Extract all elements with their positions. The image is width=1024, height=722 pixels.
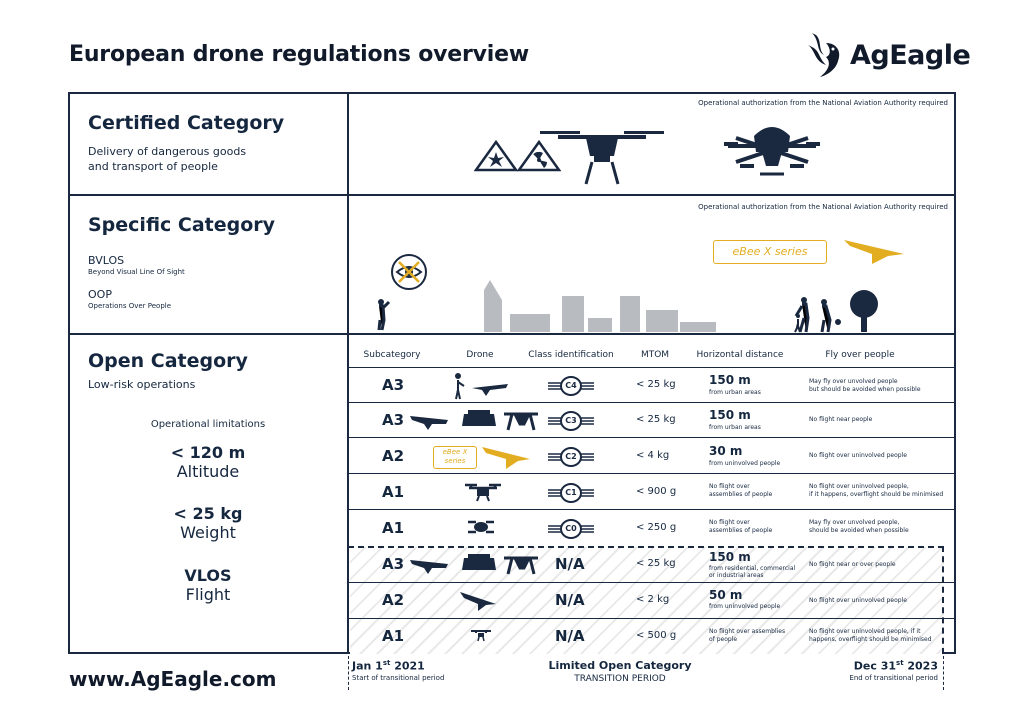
row5-subcategory: A1 (382, 519, 405, 537)
row8-mtom: < 500 g (636, 630, 677, 641)
row8-distance-note-2: of people (709, 636, 738, 643)
column-header-fly-over: Fly over people (825, 350, 895, 360)
bvlos-full: Beyond Visual Line Of Sight (88, 268, 185, 276)
row5-fly-1: May fly over unvolved people, (809, 519, 900, 526)
column-header-mtom: MTOM (640, 350, 670, 360)
row7-fly-1: No flight over uninvolved people (809, 597, 907, 604)
row2-class: C3 (565, 416, 577, 425)
row7-class: N/A (555, 591, 585, 609)
row5-fly-2: should be avoided when possible (809, 527, 909, 534)
fixed-wing-drone-icon (842, 236, 906, 266)
row4-distance-note-1: No flight over (709, 483, 750, 490)
row2-distance: 150 m (709, 408, 751, 422)
row1-subcategory: A3 (382, 376, 405, 394)
timeline-title: Limited Open Category (548, 659, 692, 672)
row-separator (348, 582, 954, 583)
bvlos-label: BVLOS (88, 254, 125, 267)
altitude-label: Altitude (176, 462, 240, 481)
row8-fly-1: No flight over uninvolved people, if it (809, 628, 921, 635)
drone-group-icon (408, 408, 542, 432)
row-separator (348, 618, 954, 619)
column-header-class: Class identification (528, 350, 614, 360)
row7-subcategory: A2 (382, 591, 405, 609)
row3-distance-note: from uninvolved people (709, 460, 781, 467)
timeline-start-date: Jan 1st 2021 (352, 659, 425, 673)
row1-fly-2: but should be avoided when possible (809, 386, 921, 393)
ebee-series-badge: eBee X series (433, 446, 477, 469)
website-link[interactable]: www.AgEagle.com (69, 667, 277, 691)
specific-authorization-note: Operational authorization from the National Aviation Authority required (698, 203, 948, 211)
brand-logo (806, 30, 970, 80)
open-title: Open Category (88, 350, 248, 372)
brand-name: AgEagle (850, 39, 971, 71)
row7-distance-note: from uninvolved people (709, 603, 781, 610)
row7-distance: 50 m (709, 588, 743, 602)
limitations-label: Operational limitations (150, 419, 266, 430)
row3-class: C2 (565, 452, 577, 461)
row6-fly-1: No flight near or over people (809, 561, 896, 568)
people-and-tree-icon (788, 288, 888, 334)
eagle-logo-icon (806, 31, 844, 79)
quadcopter-drone-icon (463, 482, 503, 502)
row6-distance: 150 m (709, 550, 751, 564)
row4-fly-2: if it happens, overflight should be minimised (809, 491, 944, 498)
timeline-start-note: Start of transitional period (352, 674, 445, 682)
row5-class: C0 (565, 524, 577, 533)
city-skyline-icon (480, 280, 720, 333)
timeline-end-date: Dec 31st 2023 (853, 659, 938, 673)
explosive-warning-icon (474, 140, 518, 172)
row8-subcategory: A1 (382, 627, 405, 645)
row-separator (348, 402, 954, 403)
row8-distance-note-1: No flight over assemblies (709, 628, 786, 635)
row5-distance-note-1: No flight over (709, 519, 750, 526)
passenger-air-taxi-icon (722, 116, 822, 182)
row-separator (348, 473, 954, 474)
row4-distance-note-2: assemblies of people (709, 491, 773, 498)
row5-distance-note-2: assemblies of people (709, 527, 773, 534)
row-separator (348, 509, 954, 510)
row1-mtom: < 25 kg (636, 379, 676, 390)
row7-mtom: < 2 kg (636, 594, 670, 605)
open-desc: Low-risk operations (88, 378, 196, 391)
row1-distance: 150 m (709, 373, 751, 387)
weight-limit: < 25 kg (173, 504, 243, 523)
row-separator (348, 367, 954, 368)
heavy-multirotor-drone-icon (538, 126, 666, 186)
page-title: European drone regulations overview (69, 42, 529, 67)
row8-fly-2: happens, overflight should be minimised (809, 636, 932, 643)
row3-distance: 30 m (709, 444, 743, 458)
row4-class: C1 (565, 488, 577, 497)
fixed-wing-drone-icon (450, 372, 510, 400)
altitude-limit: < 120 m (170, 443, 246, 462)
certified-desc-2: and transport of people (88, 160, 218, 173)
column-header-distance: Horizontal distance (696, 350, 784, 360)
section-divider (68, 194, 956, 196)
oop-label: OOP (88, 288, 112, 301)
column-header-drone: Drone (466, 350, 494, 360)
row6-distance-note-2: or industrial areas (709, 572, 764, 579)
row3-subcategory: A2 (382, 447, 405, 465)
micro-drone-icon (470, 628, 492, 642)
row5-mtom: < 250 g (636, 522, 677, 533)
mini-drone-icon (466, 518, 496, 538)
oop-full: Operations Over People (88, 302, 172, 310)
row8-class: N/A (555, 627, 585, 645)
timeline-end-note: End of transitional period (849, 674, 938, 682)
fixed-wing-drone-icon (458, 590, 498, 612)
row2-subcategory: A3 (382, 411, 405, 429)
specific-title: Specific Category (88, 214, 276, 236)
row-separator (348, 437, 954, 438)
row6-distance-note-1: from residential, commercial (709, 565, 796, 572)
row4-subcategory: A1 (382, 483, 405, 501)
certified-title: Certified Category (88, 112, 285, 134)
row4-fly-1: No flight over uninvolved people, (809, 483, 909, 490)
row1-distance-note: from urban areas (709, 389, 761, 396)
row6-subcategory: A3 (382, 555, 405, 573)
certified-authorization-note: Operational authorization from the National Aviation Authority required (698, 99, 948, 107)
row1-class: C4 (565, 381, 577, 390)
row6-class: N/A (555, 555, 585, 573)
row3-mtom: < 4 kg (636, 450, 670, 461)
flight-limit: VLOS (184, 566, 232, 585)
row3-fly-1: No flight over uninvolved people (809, 452, 907, 459)
flight-label: Flight (185, 585, 231, 604)
fixed-wing-drone-icon (480, 443, 532, 471)
certified-desc-1: Delivery of dangerous goods (88, 145, 247, 158)
row2-mtom: < 25 kg (636, 414, 676, 425)
row4-mtom: < 900 g (636, 486, 677, 497)
row2-fly-1: No flight near people (809, 416, 873, 423)
drone-group-icon (408, 552, 542, 576)
pilot-no-visual-icon (371, 252, 441, 332)
timeline-subtitle: TRANSITION PERIOD (574, 674, 666, 684)
row6-mtom: < 25 kg (636, 558, 676, 569)
row1-fly-1: May fly over unvolved people (809, 378, 898, 385)
row2-distance-note: from urban areas (709, 424, 761, 431)
ebee-series-badge: eBee X series (713, 240, 827, 264)
column-header-subcategory: Subcategory (363, 350, 421, 360)
weight-label: Weight (180, 523, 236, 542)
